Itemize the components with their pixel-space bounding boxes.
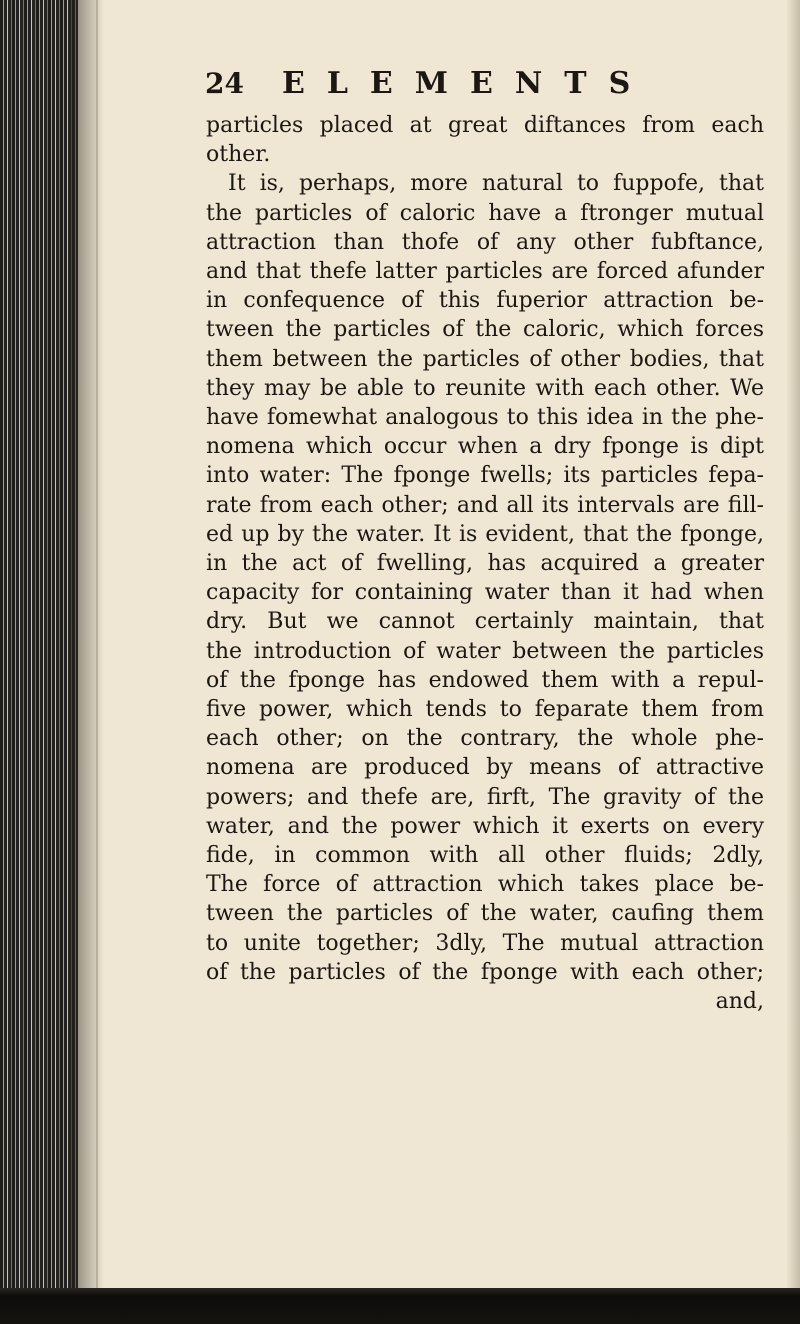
text-line: particles placed at great diftances from each bbox=[206, 113, 764, 138]
right-page-edge bbox=[786, 0, 800, 1324]
text-line: other. bbox=[206, 142, 271, 168]
text-line: of the fponge has endowed them with a repul- bbox=[206, 667, 764, 693]
text-line: fide, in common with all other fluids; 2dly, bbox=[206, 843, 764, 869]
page-number: 24 bbox=[205, 67, 244, 100]
text-line: of the particles of the fponge with each other; bbox=[206, 959, 764, 985]
text-line: them between the particles of other bodies, that bbox=[206, 346, 764, 372]
text-line: in the act of fwelling, has acquired a greater bbox=[206, 551, 764, 577]
text-line: tween the particles of the water, caufing them bbox=[206, 901, 764, 927]
text-line: powers; and thefe are, firft, The gravity of the bbox=[206, 784, 764, 810]
text-line: in confequence of this fuperior attraction be- bbox=[206, 288, 764, 314]
text-line: nomena are produced by means of attractive bbox=[206, 755, 764, 781]
page-fold-line bbox=[96, 0, 98, 1324]
text-line: nomena which occur when a dry fponge is dipt bbox=[206, 434, 764, 460]
text-line: five power, which tends to feparate them from bbox=[206, 697, 764, 723]
text-line: to unite together; 3dly, The mutual attraction bbox=[206, 930, 764, 956]
text-line: the particles of caloric have a ftronger mutual bbox=[206, 200, 764, 226]
text-line: have fomewhat analogous to this idea in the phe- bbox=[206, 405, 764, 431]
running-head: ELEMENTS bbox=[281, 66, 653, 101]
text-line: tween the particles of the caloric, which forces bbox=[206, 317, 764, 343]
gutter-shadow bbox=[70, 0, 104, 1324]
bottom-scan-edge bbox=[0, 1288, 800, 1324]
body-text bbox=[206, 111, 764, 1016]
text-line: water, and the power which it exerts on every bbox=[206, 813, 764, 839]
catchword: and, bbox=[715, 989, 764, 1015]
binding-gutter bbox=[0, 0, 78, 1324]
page-header bbox=[205, 66, 665, 110]
text-line: dry. But we cannot certainly maintain, that bbox=[206, 609, 764, 635]
text-line: The force of attraction which takes place be- bbox=[206, 872, 764, 898]
text-line: It is, perhaps, more natural to fuppofe, that bbox=[228, 171, 764, 197]
text-line: each other; on the contrary, the whole phe- bbox=[206, 726, 764, 752]
text-line: capacity for containing water than it had when bbox=[206, 580, 764, 606]
text-line: into water: The fponge fwells; its particles fepa- bbox=[206, 463, 764, 489]
text-line: attraction than thofe of any other fubftance, bbox=[206, 229, 764, 255]
text-line: the introduction of water between the particles bbox=[206, 638, 764, 664]
text-line: rate from each other; and all its intervals are fill- bbox=[206, 492, 764, 518]
text-line: they may be able to reunite with each other. We bbox=[206, 375, 764, 401]
text-line: and that thefe latter particles are forced afunder bbox=[206, 259, 764, 285]
text-line: ed up by the water. It is evident, that the fponge, bbox=[206, 521, 764, 547]
